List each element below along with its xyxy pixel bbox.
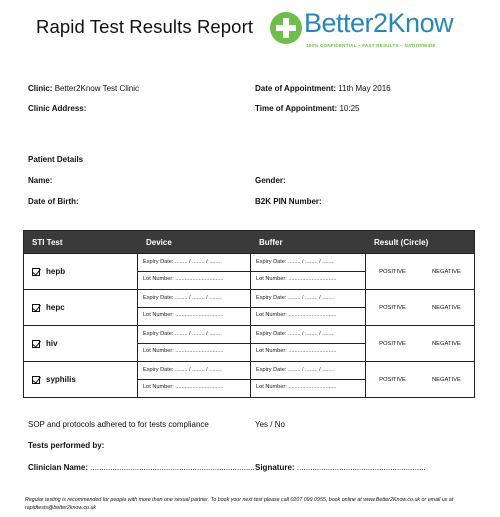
clinic-address-field [28, 104, 86, 113]
sti-test-name: hepc [46, 303, 65, 312]
signature-label: Signature: [255, 463, 295, 472]
device-lot[interactable]: Lot Number: ............................... [143, 384, 224, 390]
checkbox-checked-icon[interactable] [32, 376, 40, 384]
divider [251, 271, 365, 272]
gender-label: Gender: [255, 176, 286, 185]
device-lot[interactable]: Lot Number: ............................... [143, 276, 224, 282]
signature-line[interactable]: .......................................................... [296, 463, 426, 472]
clinic-address-label: Clinic Address: [28, 104, 87, 113]
buffer-cell [251, 290, 366, 325]
clinician-name-line[interactable]: .......................................................................... [90, 463, 255, 472]
divider [138, 307, 250, 308]
checkbox-checked-icon[interactable] [32, 268, 40, 276]
buffer-expiry[interactable]: Expiry Date: ........ / ........ / ........ [256, 367, 335, 373]
header-result: Result (Circle) [374, 237, 429, 247]
header-sti-test: STI Test [32, 237, 63, 247]
header-buffer: Buffer [259, 237, 283, 247]
pin-label: B2K PIN Number: [255, 197, 322, 206]
dob-field [28, 197, 79, 206]
device-cell [138, 290, 251, 325]
buffer-cell [251, 254, 366, 289]
buffer-lot[interactable]: Lot Number: ............................... [256, 276, 337, 282]
result-cell [366, 254, 474, 289]
divider [251, 379, 365, 380]
patient-name-field [28, 176, 52, 185]
sti-test-name: hiv [46, 339, 58, 348]
sop-field [28, 420, 209, 429]
result-negative[interactable]: NEGATIVE [432, 304, 461, 311]
page-title: Rapid Test Results Report [36, 16, 254, 37]
header-device: Device [146, 237, 172, 247]
result-cell [366, 290, 474, 325]
result-positive[interactable]: POSITIVE [379, 340, 406, 347]
sti-test-cell [24, 290, 138, 325]
sti-results-table [23, 230, 475, 398]
divider [138, 379, 250, 380]
result-negative[interactable]: NEGATIVE [432, 268, 461, 275]
sti-test-name: syphilis [46, 375, 76, 384]
logo-tagline: 100% CONFIDENTIAL – FAST RESULTS – NATIONWIDE [306, 43, 436, 48]
buffer-lot[interactable]: Lot Number: ............................... [256, 312, 337, 318]
plus-icon [270, 12, 302, 44]
logo-brand-name: Better2Know [304, 8, 454, 38]
sti-test-name: hepb [46, 267, 66, 276]
buffer-cell [251, 326, 366, 361]
appointment-time-field [255, 104, 359, 113]
buffer-expiry[interactable]: Expiry Date: ........ / ........ / ........ [256, 295, 335, 301]
table-row [24, 325, 474, 361]
result-negative[interactable]: NEGATIVE [432, 376, 461, 383]
device-cell [138, 362, 251, 397]
buffer-expiry[interactable]: Expiry Date: ........ / ........ / ........ [256, 331, 335, 337]
divider [251, 307, 365, 308]
gender-field [255, 176, 286, 185]
appointment-date-field [255, 84, 391, 93]
sti-test-cell [24, 362, 138, 397]
divider [138, 343, 250, 344]
patient-details-title: Patient Details [28, 155, 84, 164]
pin-field [255, 197, 322, 206]
patient-name-label: Name: [28, 176, 53, 185]
device-cell [138, 326, 251, 361]
tests-performed-field [28, 441, 104, 450]
result-cell [366, 326, 474, 361]
sti-test-cell [24, 326, 138, 361]
result-positive[interactable]: POSITIVE [379, 268, 406, 275]
table-row [24, 361, 474, 397]
signature-field [255, 463, 426, 472]
table-header [24, 231, 474, 253]
result-positive[interactable]: POSITIVE [379, 376, 406, 383]
sop-choice[interactable]: Yes / No [255, 420, 285, 429]
result-positive[interactable]: POSITIVE [379, 304, 406, 311]
appointment-time-value: 10:25 [339, 104, 360, 113]
clinic-label: Clinic: [28, 84, 53, 93]
sti-test-cell [24, 254, 138, 289]
divider [138, 271, 250, 272]
clinic-field [28, 84, 139, 93]
device-expiry[interactable]: Expiry Date: ........ / ........ / ........ [143, 259, 222, 265]
dob-label: Date of Birth: [28, 197, 79, 206]
patient-details-heading [28, 155, 83, 164]
buffer-cell [251, 362, 366, 397]
result-negative[interactable]: NEGATIVE [432, 340, 461, 347]
device-expiry[interactable]: Expiry Date: ........ / ........ / ........ [143, 295, 222, 301]
appointment-date-label: Date of Appointment: [255, 84, 337, 93]
clinician-name-label: Clinician Name: [28, 463, 89, 472]
sop-text: SOP and protocols adhered to for tests compliance [28, 420, 209, 429]
appointment-time-label: Time of Appointment: [255, 104, 338, 113]
appointment-date-value: 11th May 2016 [338, 84, 391, 93]
device-expiry[interactable]: Expiry Date: ........ / ........ / ........ [143, 331, 222, 337]
clinician-name-field [28, 463, 255, 472]
device-cell [138, 254, 251, 289]
checkbox-checked-icon[interactable] [32, 340, 40, 348]
result-cell [366, 362, 474, 397]
buffer-lot[interactable]: Lot Number: ............................... [256, 384, 337, 390]
brand-logo [270, 10, 480, 50]
buffer-expiry[interactable]: Expiry Date: ........ / ........ / ........ [256, 259, 335, 265]
table-row [24, 253, 474, 289]
clinic-value: Better2Know Test Clinic [54, 84, 140, 93]
device-expiry[interactable]: Expiry Date: ........ / ........ / ........ [143, 367, 222, 373]
buffer-lot[interactable]: Lot Number: ............................... [256, 348, 337, 354]
footnote: Regular testing is recommended for people with more than one sexual partner. To book your next test please call 0207 099 0955, book online at www.Better2Know.co.uk or email us at rapidtests@better2know.co.uk [25, 497, 454, 511]
table-row [24, 289, 474, 325]
divider [251, 343, 365, 344]
tests-performed-label: Tests performed by: [28, 441, 105, 450]
device-lot[interactable]: Lot Number: ............................... [143, 312, 224, 318]
checkbox-checked-icon[interactable] [32, 304, 40, 312]
device-lot[interactable]: Lot Number: ............................... [143, 348, 224, 354]
